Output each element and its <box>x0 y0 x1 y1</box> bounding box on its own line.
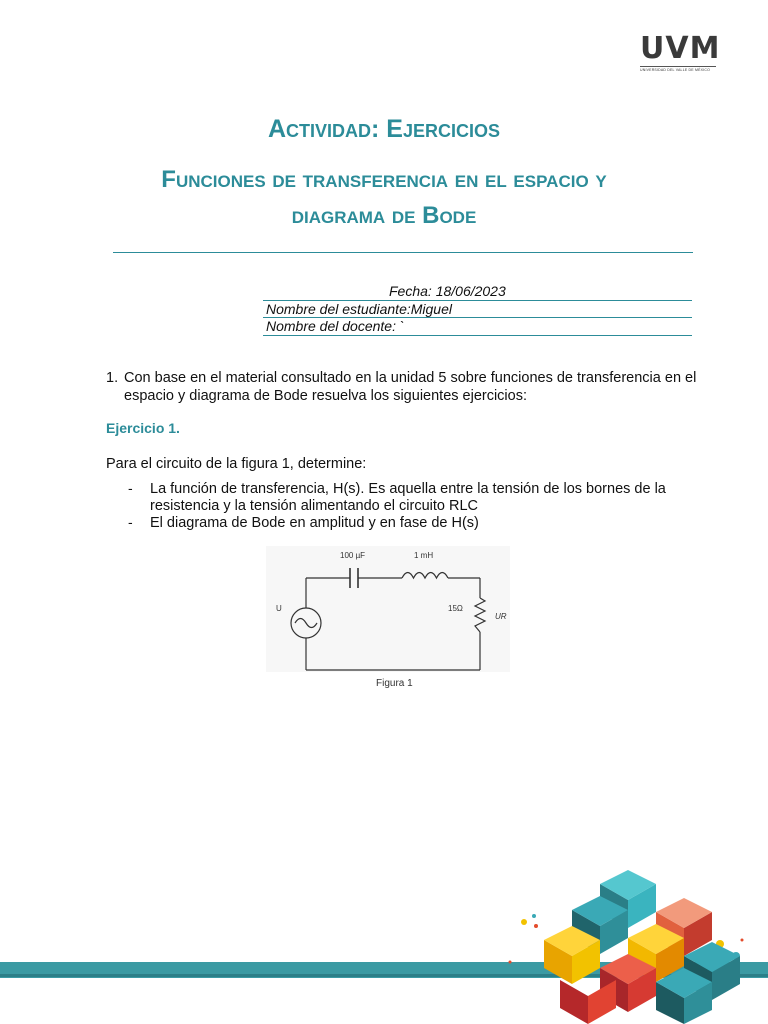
title-divider <box>113 252 693 253</box>
exercise-heading: Ejercicio 1. <box>106 420 180 436</box>
list-number: 1. <box>106 370 119 386</box>
page-title: Actividad: Ejercicios <box>267 115 501 143</box>
teacher-underline <box>263 335 692 336</box>
figure-caption: Figura 1 <box>376 678 413 689</box>
source-label: U <box>276 604 282 613</box>
bullet-1-line1: La función de transferencia, H(s). Es aquella entre la tensión de los bornes de la <box>150 481 666 497</box>
output-voltage-label: UR <box>495 612 507 621</box>
exercise-prompt: Para el circuito de la figura 1, determine: <box>106 456 367 472</box>
rlc-circuit-diagram <box>266 546 510 672</box>
bullet-2-line1: El diagrama de Bode en amplitud y en fase de H(s) <box>150 515 479 531</box>
logo-text: UVM <box>640 31 721 66</box>
bullet-dash: - <box>128 514 133 530</box>
intro-line2: espacio y diagrama de Bode resuelva los siguientes ejercicios: <box>124 388 527 404</box>
bullet-dash: - <box>128 480 133 496</box>
page-subtitle-line2: diagrama de Bode <box>291 202 477 229</box>
logo-subtitle: UNIVERSIDAD DEL VALLE DE MÉXICO <box>640 68 710 72</box>
uvm-logo <box>640 31 721 72</box>
resistor-label: 15Ω <box>448 604 463 613</box>
page-subtitle-line1: Funciones de transferencia en el espacio y <box>161 166 607 193</box>
bullet-1-line2: resistencia y la tensión alimentando el circuito RLC <box>150 498 479 514</box>
intro-line1: Con base en el material consultado en la unidad 5 sobre funciones de transferencia en el <box>124 370 697 386</box>
logo-rule <box>640 66 716 67</box>
decorative-cubes-graphic <box>500 870 768 1024</box>
student-field: Nombre del estudiante:Miguel <box>266 301 452 317</box>
inductor-label: 1 mH <box>414 551 434 560</box>
date-field: Fecha: 18/06/2023 <box>389 283 506 299</box>
capacitor-label: 100 µF <box>340 551 366 560</box>
teacher-field: Nombre del docente: ` <box>266 318 405 334</box>
